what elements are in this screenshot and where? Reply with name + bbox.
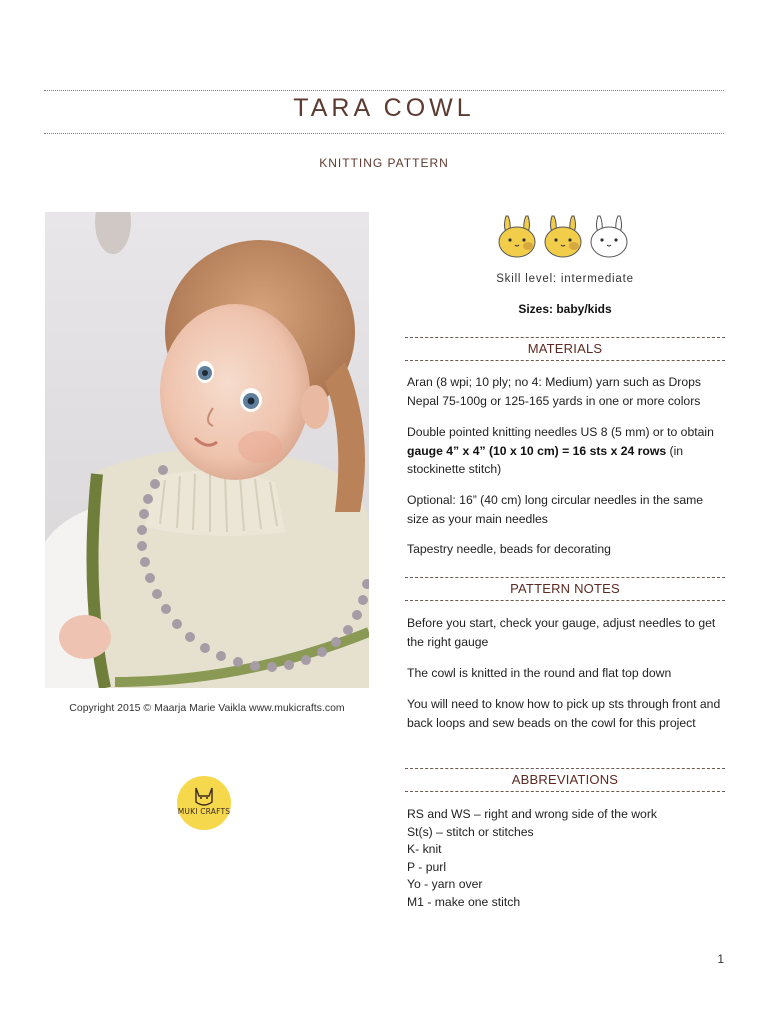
page-subtitle: KNITTING PATTERN <box>319 156 449 170</box>
list-item: K- knit <box>407 842 442 856</box>
materials-optional: Optional: 16” (40 cm) long circular needles in the same size as your main needles <box>407 493 704 526</box>
materials-top-rule <box>405 337 725 338</box>
skill-level-label: Skill level: intermediate <box>496 273 634 285</box>
needles-text: Double pointed knitting needles US 8 (5 mm) or to obtain <box>407 425 714 439</box>
abbrev-heading: ABBREVIATIONS <box>511 772 619 787</box>
notes-top-rule <box>405 577 725 578</box>
list-item: M1 - make one stitch <box>407 894 521 909</box>
notes-heading: PATTERN NOTES <box>510 581 620 596</box>
logo-text: MUKI CRAFTS <box>177 807 231 816</box>
gauge-text: gauge 4” x 4” (10 x 10 cm) = 16 sts x 24 rows <box>407 443 667 458</box>
page-number: 1 <box>717 952 724 966</box>
abbreviations-list <box>407 806 725 911</box>
materials-needles <box>407 423 725 479</box>
materials-bottom-rule <box>405 360 725 361</box>
abbrev-top-rule <box>405 768 725 769</box>
notes-gauge: Before you start, check your gauge, adjust needles to get the right gauge <box>407 616 716 649</box>
bunny-outline-icon <box>591 216 627 257</box>
materials-tapestry: Tapestry needle, beads for decorating <box>407 542 611 556</box>
list-item: Yo - yarn over <box>407 877 483 891</box>
materials-yarn: Aran (8 wpi; 10 ply; no 4: Medium) yarn such as Drops Nepal 75-100g or 125-165 yards in one or more colors <box>407 375 701 408</box>
list-item: P - purl <box>407 859 447 874</box>
photo-copyright: Copyright 2015 © Maarja Marie Vaikla www.mukicrafts.com <box>69 702 345 714</box>
sizes-label: Sizes: baby/kids <box>518 302 612 316</box>
materials-heading: MATERIALS <box>527 341 603 356</box>
top-dotted-rule <box>44 90 724 91</box>
list-item: St(s) – stitch or stitches <box>407 824 534 839</box>
abbrev-bottom-rule <box>405 791 725 792</box>
child-cowl-photo <box>45 212 369 688</box>
needles-text-end: (in stockinette stitch) <box>407 443 684 476</box>
bunny-filled-icon <box>545 216 581 257</box>
notes-skills: You will need to know how to pick up sts through front and back loops and sew beads on the cowl for this project <box>407 697 721 730</box>
title-dotted-rule <box>44 133 724 134</box>
skill-level-icons <box>498 212 634 260</box>
cat-logo-icon <box>177 776 231 830</box>
muki-crafts-logo <box>177 776 231 830</box>
page-title: TARA COWL <box>293 94 475 122</box>
notes-bottom-rule <box>405 600 725 601</box>
notes-knitting: The cowl is knitted in the round and flat top down <box>407 666 672 680</box>
bunny-filled-icon <box>499 216 535 257</box>
list-item: RS and WS – right and wrong side of the work <box>407 807 657 821</box>
